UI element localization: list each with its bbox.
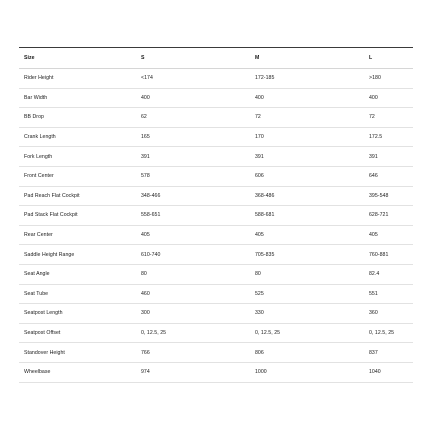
cell-size-l: 405 bbox=[369, 232, 378, 239]
cell-size-m: 525 bbox=[255, 290, 264, 297]
row-label: Rider Height bbox=[24, 75, 54, 82]
table-row bbox=[19, 226, 413, 246]
table-row bbox=[19, 343, 413, 363]
table-row bbox=[19, 265, 413, 285]
table-header-row bbox=[19, 48, 413, 69]
row-label: Pad Reach Flat Cockpit bbox=[24, 192, 80, 199]
cell-size-s: 0, 12.5, 25 bbox=[141, 330, 167, 337]
cell-size-s: 578 bbox=[141, 173, 150, 180]
cell-size-s: 391 bbox=[141, 153, 150, 160]
table-row bbox=[19, 245, 413, 265]
header-size-l: L bbox=[369, 55, 373, 61]
cell-size-m: 80 bbox=[255, 271, 261, 278]
cell-size-s: 400 bbox=[141, 94, 150, 101]
cell-size-l: 172.5 bbox=[369, 134, 383, 141]
table-row bbox=[19, 324, 413, 344]
cell-size-m: 400 bbox=[255, 94, 264, 101]
table-row bbox=[19, 187, 413, 207]
cell-size-s: 405 bbox=[141, 232, 150, 239]
cell-size-m: 0, 12.5, 25 bbox=[255, 330, 281, 337]
cell-size-m: 330 bbox=[255, 310, 264, 317]
row-label: Seat Angle bbox=[24, 271, 50, 278]
table-row bbox=[19, 304, 413, 324]
cell-size-s: 558-651 bbox=[141, 212, 161, 219]
table-row bbox=[19, 89, 413, 109]
cell-size-l: 82.4 bbox=[369, 271, 380, 278]
row-label: Pad Stack Flat Cockpit bbox=[24, 212, 78, 219]
row-label: Bar Width bbox=[24, 94, 48, 101]
cell-size-s: 460 bbox=[141, 290, 150, 297]
cell-size-s: 62 bbox=[141, 114, 147, 121]
row-label: Seatpost Offset bbox=[24, 330, 61, 337]
table-row bbox=[19, 108, 413, 128]
cell-size-s: 610-740 bbox=[141, 251, 161, 258]
cell-size-l: 760-881 bbox=[369, 251, 389, 258]
table-row bbox=[19, 147, 413, 167]
row-label: Seat Tube bbox=[24, 290, 49, 297]
row-label: Standover Height bbox=[24, 349, 65, 356]
cell-size-s: 766 bbox=[141, 349, 150, 356]
row-label: Seatpost Length bbox=[24, 310, 63, 317]
cell-size-l: 646 bbox=[369, 173, 378, 180]
cell-size-s: 80 bbox=[141, 271, 147, 278]
cell-size-l: 400 bbox=[369, 94, 378, 101]
row-label: BB Drop bbox=[24, 114, 44, 121]
row-label: Crank Length bbox=[24, 134, 56, 141]
table-row bbox=[19, 69, 413, 89]
cell-size-l: 0, 12.5, 25 bbox=[369, 330, 395, 337]
cell-size-m: 806 bbox=[255, 349, 264, 356]
cell-size-m: 172-185 bbox=[255, 75, 275, 82]
cell-size-m: 391 bbox=[255, 153, 264, 160]
cell-size-m: 72 bbox=[255, 114, 261, 121]
table-body bbox=[19, 69, 413, 383]
table-row bbox=[19, 285, 413, 305]
row-label: Front Center bbox=[24, 173, 54, 180]
cell-size-m: 705-835 bbox=[255, 251, 275, 258]
header-size-m: M bbox=[255, 55, 260, 61]
cell-size-l: 551 bbox=[369, 290, 378, 297]
cell-size-s: <174 bbox=[141, 75, 153, 82]
cell-size-s: 974 bbox=[141, 369, 150, 376]
cell-size-s: 300 bbox=[141, 310, 150, 317]
table-row bbox=[19, 363, 413, 383]
row-label: Wheelbase bbox=[24, 369, 51, 376]
cell-size-s: 165 bbox=[141, 134, 150, 141]
row-label: Rear Center bbox=[24, 232, 53, 239]
cell-size-l: 391 bbox=[369, 153, 378, 160]
cell-size-l: 1040 bbox=[369, 369, 381, 376]
row-label: Fork Length bbox=[24, 153, 53, 160]
header-size-s: S bbox=[141, 55, 145, 61]
table-row bbox=[19, 128, 413, 148]
cell-size-l: >180 bbox=[369, 75, 381, 82]
cell-size-m: 606 bbox=[255, 173, 264, 180]
geometry-table bbox=[19, 47, 413, 383]
header-size: Size bbox=[24, 55, 35, 61]
cell-size-m: 1000 bbox=[255, 369, 267, 376]
cell-size-l: 628-721 bbox=[369, 212, 389, 219]
table-row bbox=[19, 206, 413, 226]
table-row bbox=[19, 167, 413, 187]
cell-size-m: 405 bbox=[255, 232, 264, 239]
cell-size-m: 170 bbox=[255, 134, 264, 141]
cell-size-l: 837 bbox=[369, 349, 378, 356]
cell-size-m: 588-681 bbox=[255, 212, 275, 219]
row-label: Saddle Height Range bbox=[24, 251, 75, 258]
cell-size-s: 348-466 bbox=[141, 192, 161, 199]
cell-size-m: 368-486 bbox=[255, 192, 275, 199]
cell-size-l: 395-548 bbox=[369, 192, 389, 199]
cell-size-l: 72 bbox=[369, 114, 375, 121]
cell-size-l: 360 bbox=[369, 310, 378, 317]
